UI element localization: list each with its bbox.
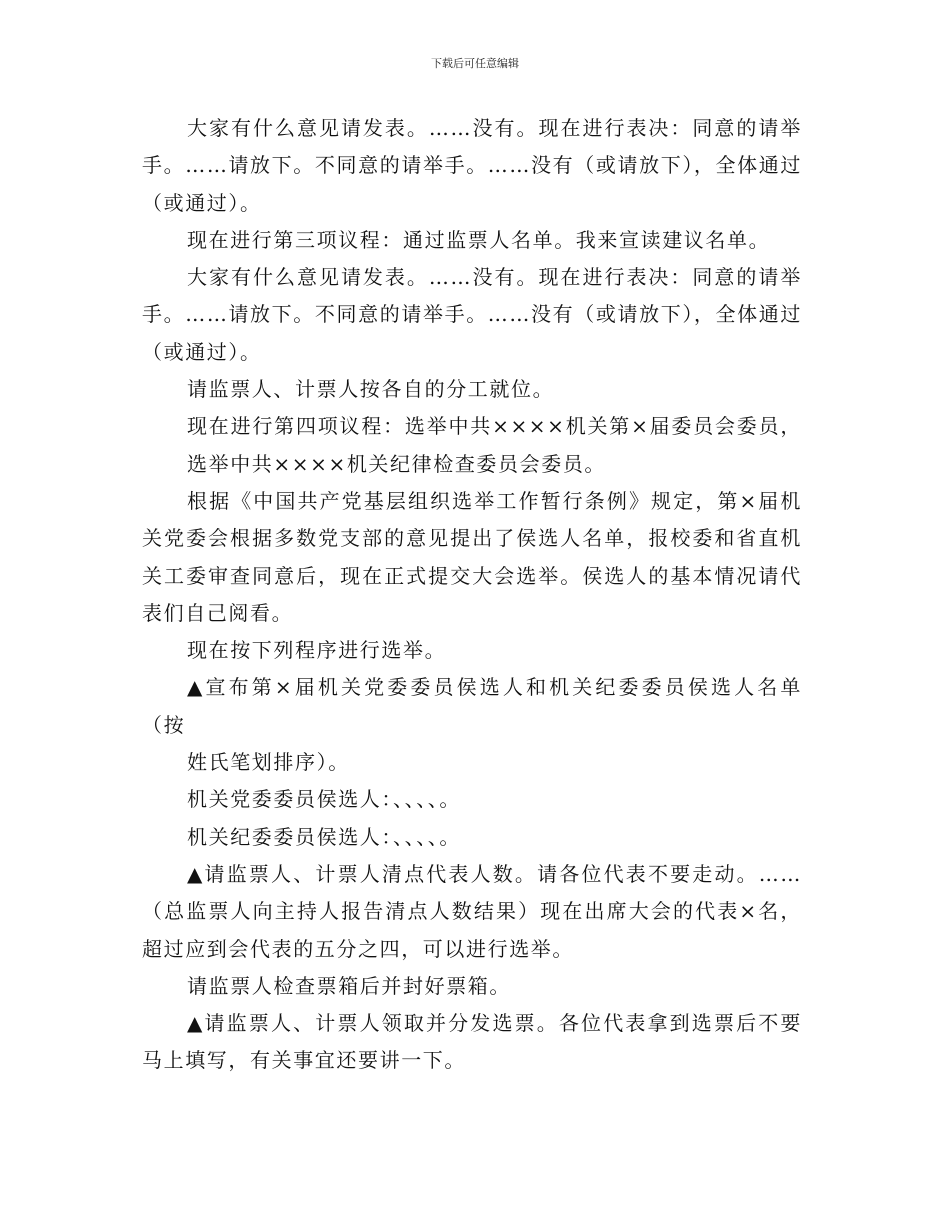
paragraph-distribute-ballots: ▲请监票人、计票人领取并分发选票。各位代表拿到选票后不要马上填写，有关事宜还要讲一下。 [142,1011,802,1073]
paragraph-stroke-order-note: 姓氏笔划排序）。 [187,750,350,775]
document-body [142,110,802,1080]
paragraph-check-ballot-box: 请监票人检查票箱后并封好票箱。 [187,973,511,998]
paragraph-scrutineers-take-positions: 请监票人、计票人按各自的分工就位。 [187,377,555,402]
paragraph-discussion-vote-2: 大家有什么意见请发表。……没有。现在进行表决：同意的请举手。……请放下。不同意的请举手。……没有（或请放下），全体通过（或通过）。 [142,265,802,364]
paragraph-party-committee-candidates: 机关党委委员侯选人：、、、、。 [187,787,461,812]
paragraph-regulations-basis: 根据《中国共产党基层组织选举工作暂行条例》规定，第×届机关党委会根据多数党支部的意见提出了侯选人名单，报校委和省直机关工委审查同意后，现在正式提交大会选举。侯选人的基本情况请代表们自己阅看。 [142,488,802,625]
page-header: 下载后可任意编辑 [431,57,519,70]
paragraph-discussion-vote-1: 大家有什么意见请发表。……没有。现在进行表决：同意的请举手。……请放下。不同意的请举手。……没有（或请放下），全体通过（或通过）。 [142,116,802,215]
paragraph-discipline-committee-candidates: 机关纪委委员侯选人：、、、、。 [187,824,461,849]
paragraph-announce-candidates: ▲宣布第×届机关党委委员侯选人和机关纪委委员侯选人名单（按 [142,675,802,737]
paragraph-agenda-item-3: 现在进行第三项议程：通过监票人名单。我来宣读建议名单。 [187,227,771,252]
paragraph-count-delegates: ▲请监票人、计票人清点代表人数。请各位代表不要走动。……（总监票人向主持人报告清点人数结果）现在出席大会的代表×名，超过应到会代表的五分之四，可以进行选举。 [142,861,802,961]
paragraph-election-procedure-intro: 现在按下列程序进行选举。 [187,638,447,663]
paragraph-agenda-item-4: 现在进行第四项议程：选举中共××××机关第×届委员会委员，选举中共××××机关纪律检查委员会委员。 [187,414,802,476]
